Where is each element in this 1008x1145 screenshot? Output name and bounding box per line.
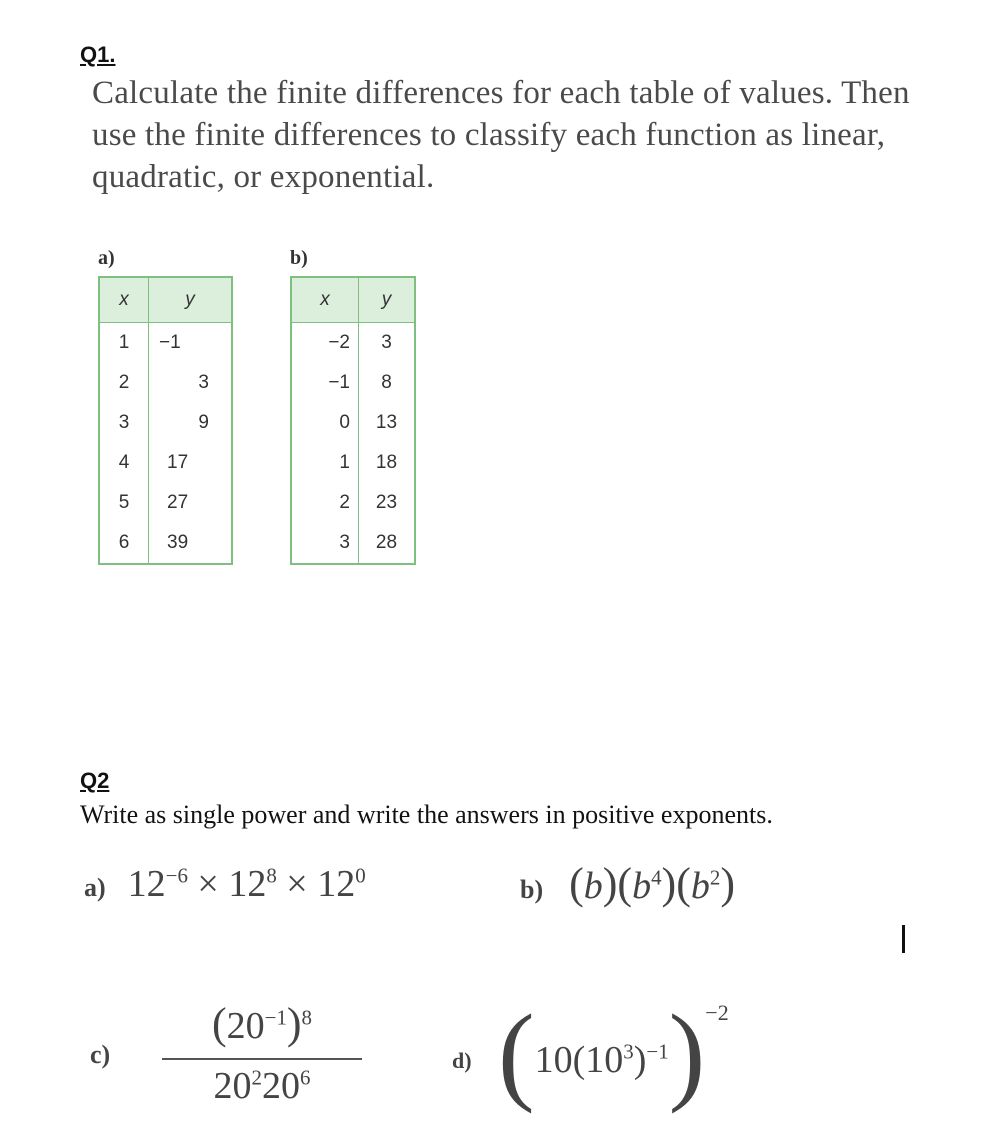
table-a-header-x: x [99,277,149,323]
q2-part-a-expression: $12^{-6} \times 12^8 \times 12^0$ [127,863,366,905]
table-cell: 6 [99,523,149,564]
table-cell: 5 [99,483,149,523]
table-row [99,443,232,483]
table-row [291,483,415,523]
table-cell: 1 [291,443,359,483]
table-cell: 13 [359,403,416,443]
table-cell: 3 [291,523,359,564]
table-row [99,483,232,523]
table-b-header-y: y [359,277,416,323]
table-cell: 3 [359,323,416,364]
table-row [291,523,415,564]
table-cell: −1 [291,363,359,403]
table-cell: 18 [359,443,416,483]
table-cell: 4 [99,443,149,483]
table-cell: 2 [291,483,359,523]
table-cell: 17 [149,443,233,483]
q2-part-d-expression: $(10(10^3)^{-1})^{-2}$ [498,992,729,1114]
q2-part-a-label: a) [84,873,106,902]
table-cell: 3 [99,403,149,443]
table-b-header-x: x [291,277,359,323]
fraction-bar [162,1058,362,1060]
table-row [99,363,232,403]
table-row [291,443,415,483]
table-row [99,523,232,564]
table-row [291,403,415,443]
table-cell: −1 [149,323,233,364]
q1-label: Q1. [80,42,116,67]
table-cell: 39 [149,523,233,564]
table-row [291,363,415,403]
table-cell: 0 [291,403,359,443]
table-row [99,403,232,443]
table-a-label: a) [98,247,115,269]
q2-part-c-numerator: $(20^{-1})^8$ [212,999,312,1048]
q2-prompt: Write as single power and write the answers in positive exponents. [80,800,773,829]
table-row [99,323,232,364]
table-cell: 1 [99,323,149,364]
text-cursor [902,925,905,953]
table-a-header-y: y [149,277,233,323]
q2-label: Q2 [80,768,110,793]
q2-part-b-label: b) [520,875,544,904]
table-cell: 28 [359,523,416,564]
q2-part-a [84,862,366,906]
table-cell: 27 [149,483,233,523]
table-row [291,323,415,364]
q2-part-c-label: c) [90,1040,111,1069]
q2-part-b [520,858,735,909]
table-a [98,276,233,565]
q1-prompt: Calculate the finite differences for each table of values. Then use the finite differences to classify each function as linear, quadratic, or exponential. [92,75,910,195]
table-b [290,276,416,565]
table-b-label: b) [290,247,308,269]
table-cell: 23 [359,483,416,523]
q2-part-b-expression: $(b)(b^4)(b^2)$ [569,859,735,908]
table-cell: 8 [359,363,416,403]
table-cell: 2 [99,363,149,403]
table-cell: 3 [149,363,233,403]
table-cell: 9 [149,403,233,443]
q2-part-d-label: d) [452,1048,472,1073]
table-cell: −2 [291,323,359,364]
q2-part-c-denominator: $20^220^6$ [213,1065,311,1107]
